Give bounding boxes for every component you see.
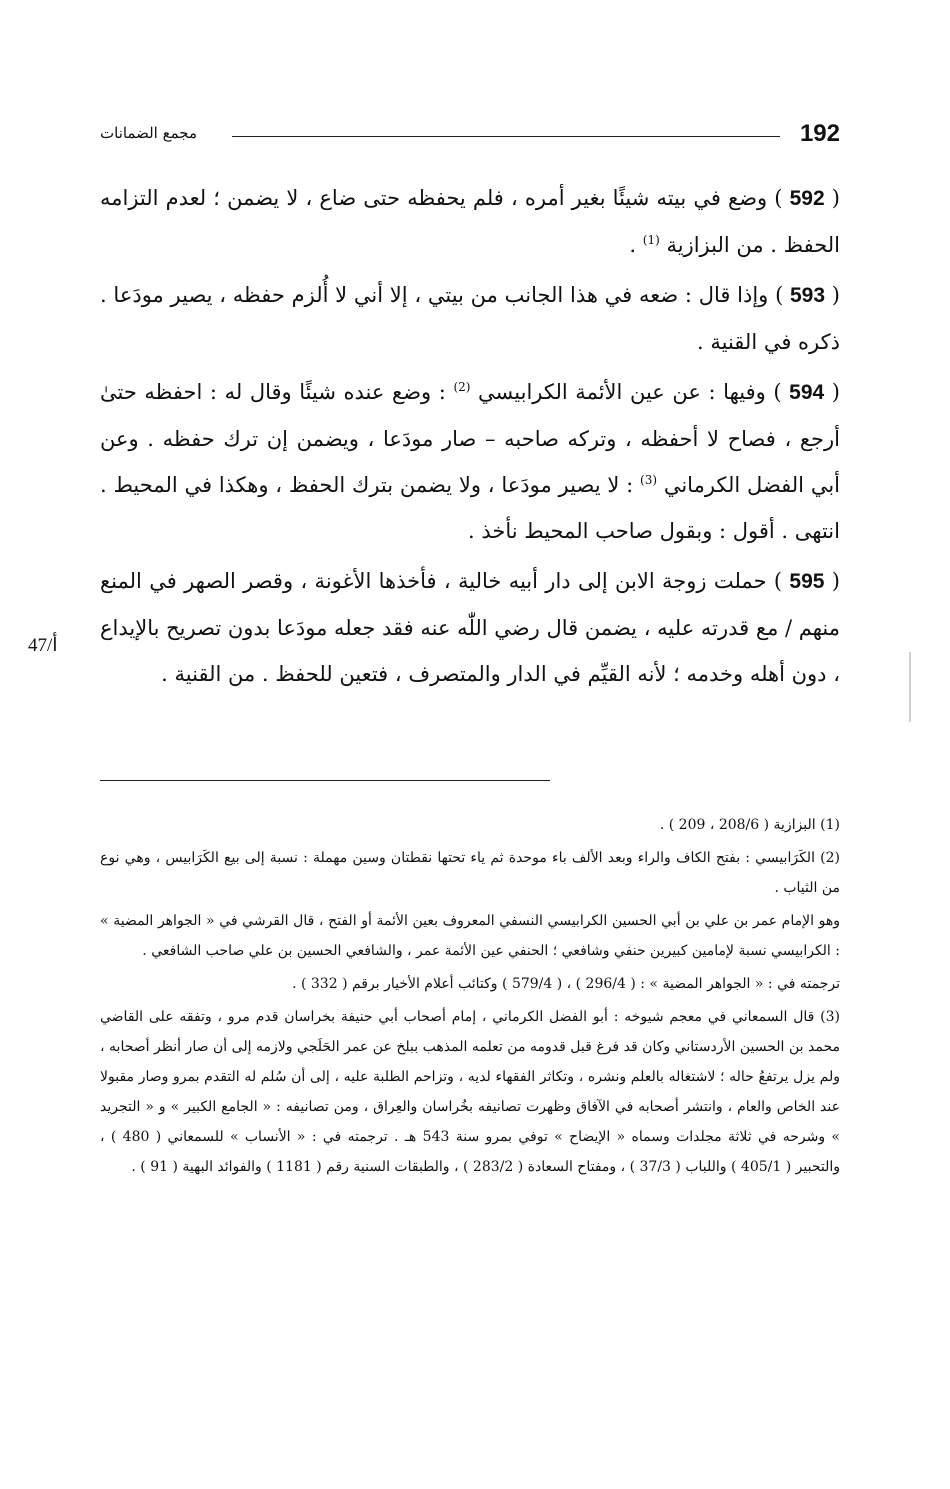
paragraph-text: ) وفيها : عن عين الأئمة الكرابيسي <box>478 380 790 404</box>
entry-number: 594 <box>789 381 825 404</box>
page-header <box>100 120 840 160</box>
header-rule <box>232 136 780 137</box>
manuscript-folio-marker: 47/أ <box>28 635 58 656</box>
footnote-3: (3) قال السمعاني في معجم شيوخه : أبو الفضل الكرماني ، إمام أصحاب أبي حنيفة بخراسان قدم مرو ، وتفقه على القاضي محمد بن الحسين الأردستاني وكان قد فرغ قبل قدومه من تعلمه المذهب ببلخ عن عمر الحَلَجي ولازمه إلى أن صار أنظر أصحابه ، ولم يزل يرتفعُ حاله ؛ لاشتغاله بالعلم ونشره ، وتكاثر الفقهاء لديه ، وتزاحم الطلبة عليه ، إلى أن سُلم له التقدم بمرو وصار مقبولا عند الخاص والعام ، وانتشر أصحابه في الآفاق وظهرت تصانيفه بخُراسان والعِراق ، ومن تصانيفه : « الجامع الكبير » و « التجريد » وشرحه في ثلاثة مجلدات وسماه « الإيضاح » توفي بمرو سنة 543 هـ . ترجمته في : « الأنساب » للسمعاني ( 480 ) ، والتحبير ( 405/1 ) واللباب ( 37/3 ) ، ومفتاح السعادة ( 283/2 ) ، والطبقات السنية رقم ( 1181 ) والفوائد البهية ( 91 ) . <box>100 1009 840 1175</box>
paren-open: ( <box>825 283 840 307</box>
running-title: مجمع الضمانات <box>100 124 197 142</box>
footnote-ref: (1) <box>642 233 660 247</box>
footnote-2-sources: ترجمته في : « الجواهر المضية » : ( 296/4 ) ، ( 579/4 ) وكتائب أعلام الأخيار برقم ( 332 ) . <box>292 976 840 992</box>
paragraph-text: : لا يصير مودَعا ، ولا يضمن بترك الحفظ ، وهكذا في المحيط . انتهى . أقول : وبقول صاحب المحيط نأخذ . <box>100 473 840 543</box>
paragraph-592 <box>100 175 840 268</box>
paren-open: ( <box>824 186 840 210</box>
page-number: 192 <box>799 120 840 147</box>
paren-open: ( <box>824 569 840 593</box>
footnotes <box>100 810 840 1185</box>
entry-number: 593 <box>790 284 826 307</box>
entry-number: 592 <box>789 187 825 210</box>
scan-mark <box>909 652 911 722</box>
footnote-1: (1) البزازية ( 208/6 ، 209 ) . <box>659 817 840 833</box>
footnote-2: (2) الكَرَابيسي : بفتح الكاف والراء وبعد الألف باء موحدة ثم ياء تحتها نقطتان وسين مهملة : نسبة إلى بيع الكَرَابيس ، وهي نوع من الثياب . <box>100 850 840 896</box>
paragraph-text: ) وإذا قال : ضعه في هذا الجانب من بيتي ، إلا أني لا أُلزم حفظه ، يصير مودَعا . ذكره في القنية . <box>100 283 840 354</box>
entry-number: 595 <box>789 570 825 593</box>
footnote-ref: (2) <box>453 380 471 394</box>
paragraph-text: ) حملت زوجة الابن إلى دار أبيه خالية ، فأخذها الأغونة ، وقصر الصهر في المنع منهم / مع قدرته عليه ، يضمن قال رضي اللّٰه عنه فقد جعله مودَعا بدون تصريح بالإيداع ، دون أهله وخدمه ؛ لأنه القيِّم في الدار والمتصرف ، فتعين للحفظ . من القنية . <box>100 569 840 686</box>
paragraph-595 <box>100 558 840 697</box>
paragraph-593 <box>100 272 840 365</box>
paragraph-text: ) وضع في بيته شيئًا بغير أمره ، فلم يحفظه حتى ضاع ، لا يضمن ؛ لعدم التزامه الحفظ . من البزازية <box>100 186 840 257</box>
paren-open: ( <box>824 380 840 404</box>
paragraph-594 <box>100 369 840 554</box>
footnote-rule <box>100 780 550 781</box>
footnote-2-continued: وهو الإمام عمر بن علي بن أبي الحسين الكرابيسي النسفي المعروف بعين الأئمة أو الفتح ، قال القرشي في « الجواهر المضية » : الكرابيسي نسبة لإمامين كبيرين حنفي وشافعي ؛ الحنفي عين الأئمة عمر ، والشافعي الحسين بن علي صاحب الشافعي . <box>100 913 840 959</box>
main-text <box>100 175 840 701</box>
footnote-ref: (3) <box>640 473 658 487</box>
paragraph-tail: . <box>629 233 643 257</box>
paragraph-text: : وضع عنده شيئًا وقال له : احفظه حتىٰ أرجع ، فصاح لا أحفظه ، وتركه صاحبه – صار مودَعا ، ويضمن إن ترك حفظه . وعن أبي الفضل الكرماني <box>100 380 840 497</box>
